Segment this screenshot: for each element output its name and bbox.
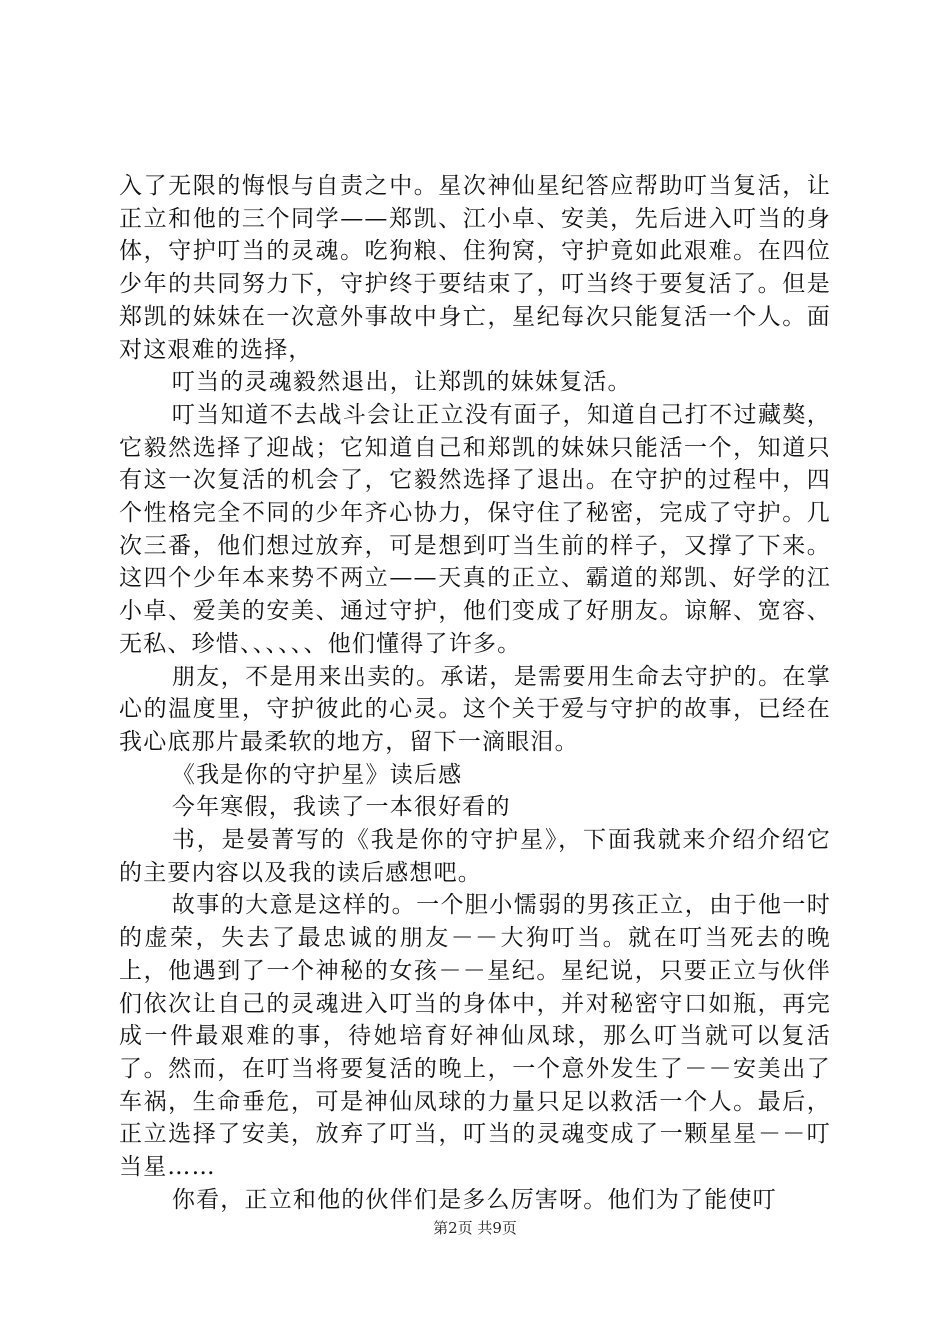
page-number-footer: 第2页 共9页: [433, 1219, 517, 1237]
paragraph: 入了无限的悔恨与自责之中。星次神仙星纪答应帮助叮当复活，让正立和他的三个同学——郑凯、江小卓、安美，先后进入叮当的身体，守护叮当的灵魂。吃狗粮、住狗窝，守护竟如此艰难。在四位少年的共同努力下，守护终于要结束了，叮当终于要复活了。但是郑凯的妹妹在一次意外事故中身亡，星纪每次只能复活一个人。面对这艰难的选择，: [119, 173, 831, 363]
paragraph: 叮当知道不去战斗会让正立没有面子，知道自己打不过藏獒，它毅然选择了迎战；它知道自己和郑凯的妹妹只能活一个，知道只有这一次复活的机会了，它毅然选择了退出。在守护的过程中，四个性格完全不同的少年齐心协力，保守住了秘密，完成了守护。几次三番，他们想过放弃，可是想到叮当生前的样子，又撑了下来。这四个少年本来势不两立——天真的正立、霸道的郑凯、好学的江小卓、爱美的安美、通过守护，他们变成了好朋友。谅解、宽容、无私、珍惜、、、、、、他们懂得了许多。: [119, 401, 831, 657]
paragraph: 叮当的灵魂毅然退出，让郑凯的妹妹复活。: [171, 369, 632, 396]
paragraph: 书，是晏菁写的《我是你的守护星》，下面我就来介绍介绍它的主要内容以及我的读后感想吧。: [119, 827, 831, 886]
paragraph: 朋友，不是用来出卖的。承诺，是需要用生命去守护的。在掌心的温度里，守护彼此的心灵。这个关于爱与守护的故事，已经在我心底那片最柔软的地方，留下一滴眼泪。: [119, 663, 831, 755]
document-body: [119, 170, 831, 1217]
paragraph: 故事的大意是这样的。一个胆小懦弱的男孩正立，由于他一时的虚荣，失去了最忠诚的朋友－－大狗叮当。就在叮当死去的晚上，他遇到了一个神秘的女孩－－星纪。星纪说，只要正立与伙伴们依次让自己的灵魂进入叮当的身体中，并对秘密守口如瓶，再完成一件最艰难的事，待她培育好神仙凤球，那么叮当就可以复活了。然而，在叮当将要复活的晚上，一个意外发生了－－安美出了车祸，生命垂危，可是神仙凤球的力量只足以救活一个人。最后，正立选择了安美，放弃了叮当，叮当的灵魂变成了一颗星星－－叮当星……: [119, 892, 831, 1181]
paragraph: 你看，正立和他的伙伴们是多么厉害呀。他们为了能使叮: [171, 1186, 777, 1213]
paragraph: 今年寒假，我读了一本很好看的: [171, 794, 511, 821]
section-title: 《我是你的守护星》读后感: [171, 761, 463, 788]
